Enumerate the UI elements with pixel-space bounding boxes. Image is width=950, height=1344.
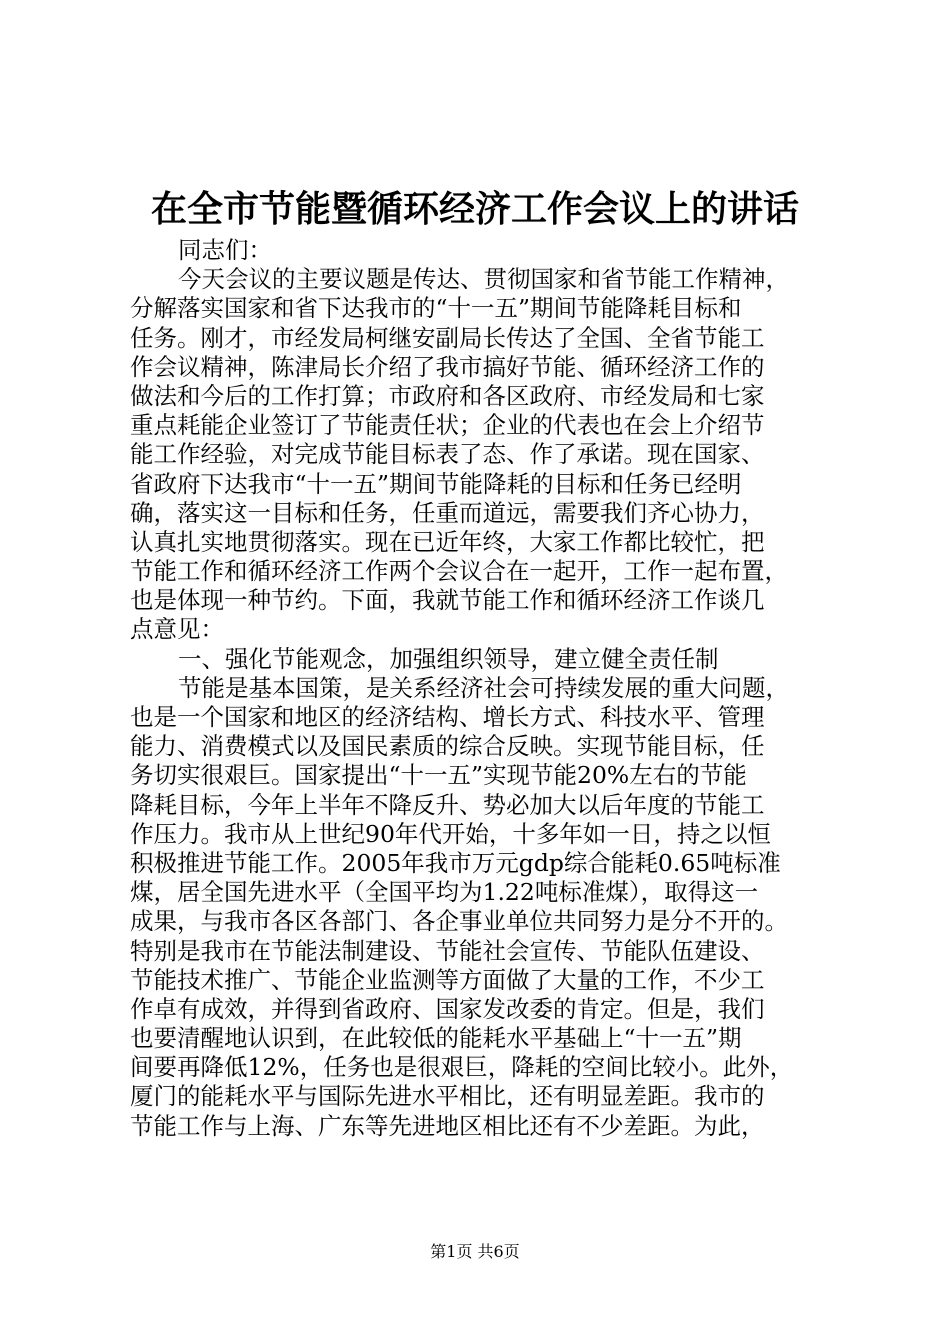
paragraph-line: 点意见：: [130, 615, 224, 644]
document-body: [130, 236, 830, 1141]
paragraph-line: 成果，与我市各区各部门、各企事业单位共同努力是分不开的。: [130, 907, 788, 936]
paragraph-line: 作会议精神，陈津局长介绍了我市搞好节能、循环经济工作的: [130, 352, 765, 381]
paragraph-line: 节能工作和循环经济工作两个会议合在一起开，工作一起布置，: [130, 557, 788, 586]
paragraph-line: 任务。刚才，市经发局柯继安副局长传达了全国、全省节能工: [130, 323, 765, 352]
paragraph-line: 煤，居全国先进水平（全国平均为1.22吨标准煤），取得这一: [130, 878, 759, 907]
paragraph-line: 分解落实国家和省下达我市的“十一五”期间节能降耗目标和: [130, 294, 742, 323]
paragraph-line: 间要再降低12%，任务也是很艰巨，降耗的空间比较小。此外，: [130, 1053, 794, 1082]
paragraph-line: 节能技术推广、节能企业监测等方面做了大量的工作，不少工: [130, 965, 765, 994]
paragraph-line: 厦门的能耗水平与国际先进水平相比，还有明显差距。我市的: [130, 1082, 765, 1111]
page-number-footer: 第1页 共6页: [430, 1242, 520, 1261]
paragraph-line: 确，落实这一目标和任务，任重而道远，需要我们齐心协力，: [130, 498, 765, 527]
paragraph-line: 作卓有成效，并得到省政府、国家发改委的肯定。但是，我们: [130, 994, 765, 1023]
paragraph-line: 特别是我市在节能法制建设、节能社会宣传、节能队伍建设、: [130, 936, 765, 965]
paragraph-line: 积极推进节能工作。2005年我市万元gdp综合能耗0.65吨标准: [130, 848, 781, 877]
paragraph-line: 做法和今后的工作打算；市政府和各区政府、市经发局和七家: [130, 381, 765, 410]
paragraph-line: 能工作经验，对完成节能目标表了态、作了承诺。现在国家、: [130, 440, 765, 469]
paragraph-line: 节能工作与上海、广东等先进地区相比还有不少差距。为此，: [130, 1111, 765, 1140]
paragraph-line: 务切实很艰巨。国家提出“十一五”实现节能20%左右的节能: [130, 761, 747, 790]
paragraph-line: 重点耗能企业签订了节能责任状；企业的代表也在会上介绍节: [130, 411, 765, 440]
paragraph-line: 也是一个国家和地区的经济结构、增长方式、科技水平、管理: [130, 703, 765, 731]
paragraph-line: 也是体现一种节约。下面，我就节能工作和循环经济工作谈几: [130, 586, 765, 615]
paragraph-line: 作压力。我市从上世纪90年代开始，十多年如一日，持之以恒: [130, 819, 771, 848]
paragraph-line: 也要清醒地认识到，在此较低的能耗水平基础上“十一五”期: [130, 1024, 742, 1053]
paragraph-line: 省政府下达我市“十一五”期间节能降耗的目标和任务已经明: [130, 469, 742, 498]
paragraph-line: 节能是基本国策，是关系经济社会可持续发展的重大问题，: [178, 673, 789, 702]
section-heading: 一、强化节能观念，加强组织领导，建立健全责任制: [178, 644, 719, 673]
document-title: 在全市节能暨循环经济工作会议上的讲话: [150, 188, 799, 230]
salutation-line: 同志们：: [178, 236, 272, 264]
paragraph-line: 认真扎实地贯彻落实。现在已近年终，大家工作都比较忙，把: [130, 527, 765, 556]
paragraph-line: 降耗目标，今年上半年不降反升、势必加大以后年度的节能工: [130, 790, 765, 819]
paragraph-line: 能力、消费模式以及国民素质的综合反映。实现节能目标，任: [130, 732, 765, 761]
paragraph-line: 今天会议的主要议题是传达、贯彻国家和省节能工作精神，: [178, 265, 789, 294]
